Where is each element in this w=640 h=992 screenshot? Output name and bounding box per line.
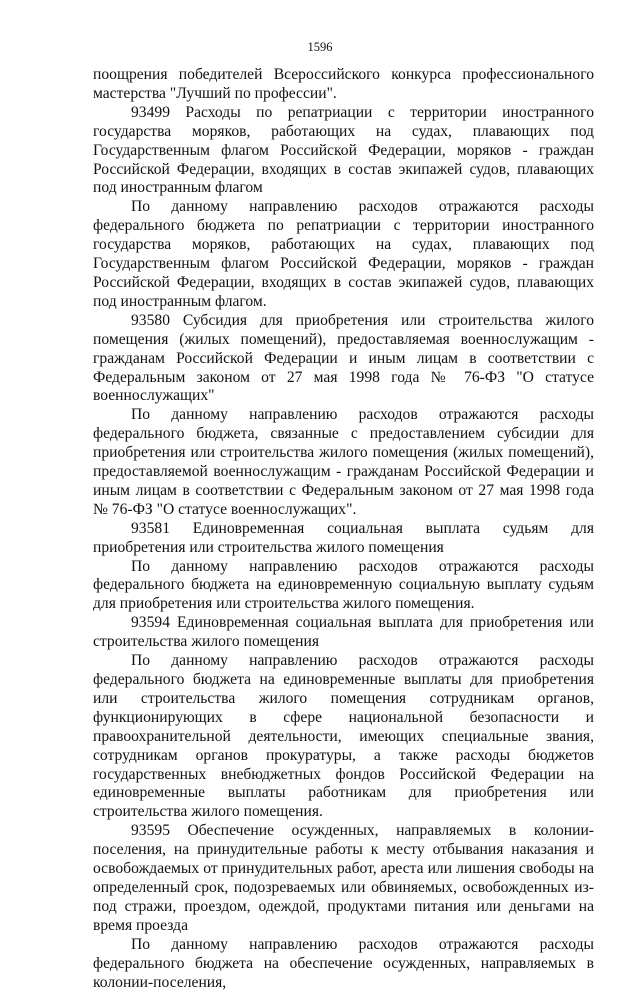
- paragraph-93581-description: По данному направлению расходов отражаются расходы федерального бюджета на единовременную социальную выплату судьям для приобретения или строительства жилого помещения.: [93, 557, 594, 613]
- paragraph-93499-heading: 93499 Расходы по репатриации с территории иностранного государства моряков, работающих на судах, плавающих под Государственным флагом Российской Федерации, моряков - граждан Российской Федерации, входящих в состав экипажей судов, плавающих под иностранным флагом: [93, 103, 594, 197]
- paragraph-93594-heading: 93594 Единовременная социальная выплата для приобретения или строительства жилого помещения: [93, 614, 594, 651]
- paragraph-93580-description: По данному направлению расходов отражаются расходы федерального бюджета, связанные с предоставлением субсидии для приобретения или строительства жилого помещения (жилых помещений), предоставляемой военнослужащим - гражданам Российской Федерации и иным лицам в соответствии с Федеральным законом от 27 мая 1998 года № 76-ФЗ "О статусе военнослужащих".: [93, 406, 594, 518]
- paragraph-93595-heading: 93595 Обеспечение осужденных, направляемых в колонии-поселения, на принудительные работы к месту отбывания наказания и освобождаемых от принудительных работ, ареста или лишения свободы на определенный срок, подозреваемых или обвиняемых, освобожденных из-под стражи, проездом, одеждой, продуктами питания или деньгами на время проезда: [93, 822, 594, 934]
- document-body: [93, 66, 594, 992]
- paragraph-93499-description: По данному направлению расходов отражаются расходы федерального бюджета по репатриации с территории иностранного государства моряков, работающих на судах, плавающих под Государственным флагом Российской Федерации, моряков - граждан Российской Федерации, входящих в состав экипажей судов, плавающих под иностранным флагом.: [93, 198, 594, 310]
- paragraph-93581-heading: 93581 Единовременная социальная выплата судьям для приобретения или строительства жилого помещения: [93, 519, 594, 556]
- paragraph-93595-description: По данному направлению расходов отражаются расходы федерального бюджета на обеспечение осужденных, направляемых в колонии-поселения,: [93, 935, 594, 991]
- paragraph-continuation: поощрения победителей Всероссийского конкурса профессионального мастерства "Лучший по профессии".: [93, 66, 594, 102]
- page-number: 1596: [307, 40, 333, 54]
- paragraph-93580-heading: 93580 Субсидия для приобретения или строительства жилого помещения (жилых помещений), предоставляемая военнослужащим - гражданам Российской Федерации и иным лицам в соответствии с Федеральным законом от 27 мая 1998 года № 76-ФЗ "О статусе военнослужащих": [93, 311, 594, 405]
- paragraph-93594-description: По данному направлению расходов отражаются расходы федерального бюджета на единовременные выплаты для приобретения или строительства жилого помещения сотрудникам органов, функционирующих в сфере национальной безопасности и правоохранительной деятельности, имеющих специальные звания, сотрудникам органов прокуратуры, а также расходы бюджетов государственных внебюджетных фондов Российской Федерации на единовременные выплаты работникам для приобретения или строительства жилого помещения.: [93, 652, 594, 821]
